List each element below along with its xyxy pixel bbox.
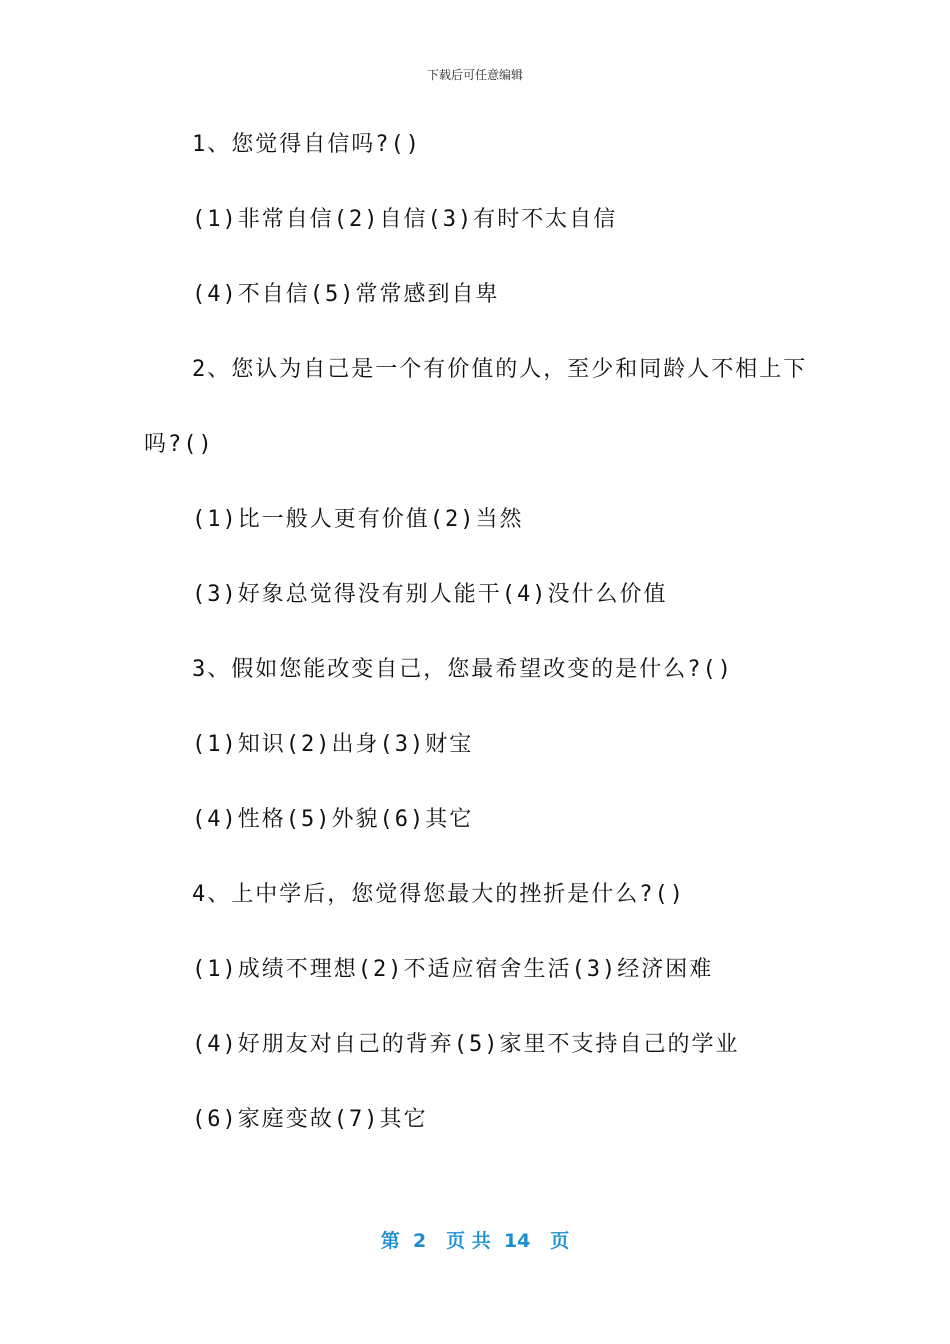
question-2-options-b: (3)好象总觉得没有别人能干(4)没什么价值 — [192, 582, 668, 607]
question-4-options-a: (1)成绩不理想(2)不适应宿舍生活(3)经济困难 — [192, 957, 714, 982]
question-2-options-a: (1)比一般人更有价值(2)当然 — [192, 507, 524, 532]
page-number-footer: 第 2 页 共 14 页 — [380, 1230, 570, 1252]
question-4-options-b: (4)好朋友对自己的背弃(5)家里不支持自己的学业 — [192, 1032, 740, 1057]
question-2-continuation: 吗?() — [144, 432, 214, 457]
question-3-options-a: (1)知识(2)出身(3)财宝 — [192, 732, 474, 757]
question-3-options-b: (4)性格(5)外貌(6)其它 — [192, 807, 474, 832]
question-1-options-b: (4)不自信(5)常常感到自卑 — [192, 282, 500, 307]
question-1-options-a: (1)非常自信(2)自信(3)有时不太自信 — [192, 207, 618, 232]
question-4-options-c: (6)家庭变故(7)其它 — [192, 1107, 428, 1132]
question-1: 1、您觉得自信吗?() — [192, 132, 421, 157]
question-2: 2、您认为自己是一个有价值的人，至少和同龄人不相上下 — [192, 357, 808, 382]
question-3: 3、假如您能改变自己，您最希望改变的是什么?() — [192, 657, 733, 682]
header-note: 下载后可任意编辑 — [426, 68, 523, 82]
question-4: 4、上中学后，您觉得您最大的挫折是什么?() — [192, 882, 685, 907]
